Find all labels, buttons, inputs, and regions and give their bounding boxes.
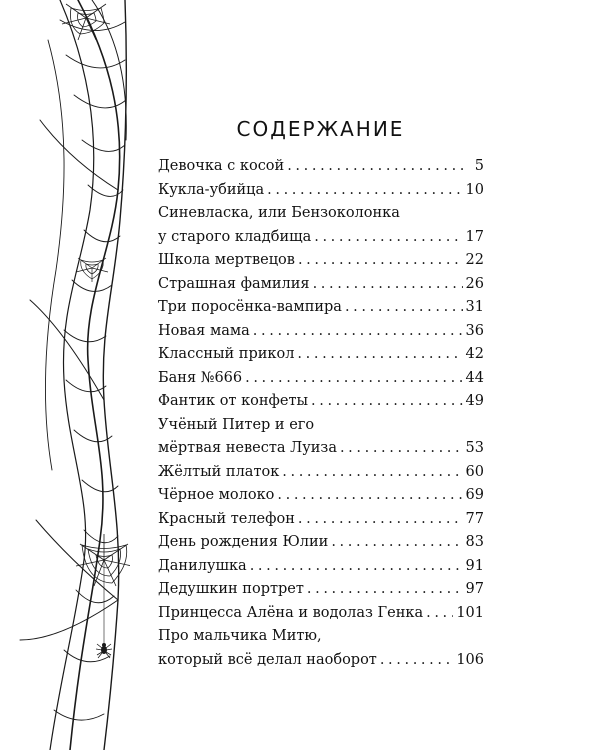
- toc-entry: [158, 343, 484, 367]
- toc-dot-leader: [245, 367, 462, 391]
- toc-entry-title: День рождения Юлии: [158, 534, 329, 550]
- toc-dot-leader: [297, 343, 462, 367]
- toc-entry-title: мёртвая невеста Луиза: [158, 440, 337, 456]
- spider-web-border: [0, 0, 130, 750]
- toc-line: [158, 531, 484, 555]
- toc-page-number: 44: [465, 369, 484, 386]
- toc-entry: [158, 273, 484, 297]
- toc-line: [158, 226, 484, 250]
- toc-entry: [158, 390, 484, 414]
- toc-dot-leader: [277, 484, 462, 508]
- toc-dot-leader: [307, 578, 463, 602]
- toc-line: [158, 484, 484, 508]
- toc-page-number: 5: [474, 158, 484, 174]
- toc-page-number: 69: [465, 487, 484, 503]
- toc-dot-leader: [282, 461, 462, 485]
- toc-dot-leader: [287, 155, 467, 179]
- toc-line: [158, 343, 484, 367]
- toc-line: [158, 555, 484, 579]
- toc-entry-title: Синевласка, или Бензоколонка: [158, 205, 400, 221]
- toc-entry-title: Красный телефон: [158, 510, 295, 527]
- toc-entry-title: Жёлтый платок: [158, 463, 280, 480]
- toc-entry: [158, 531, 484, 555]
- toc-entry-title: Школа мертвецов: [158, 252, 295, 268]
- toc-line-continued: [158, 625, 484, 649]
- toc-entry-title: Страшная фамилия: [158, 275, 310, 292]
- toc-dot-leader: [345, 296, 463, 320]
- toc-line: [158, 179, 484, 203]
- toc-entry-title: Классный прикол: [158, 346, 295, 362]
- toc-entry: [158, 625, 484, 672]
- toc-line-continued: [158, 414, 484, 438]
- toc-dot-leader: [250, 555, 463, 579]
- toc-entry-title: Фантик от конфеты: [158, 393, 309, 409]
- toc-dot-leader: [314, 226, 462, 250]
- toc-page-number: 83: [465, 534, 484, 550]
- spider-web-icon: [62, 4, 110, 40]
- toc-page-number: 36: [465, 322, 484, 339]
- toc-entry: [158, 202, 484, 249]
- toc-page-number: 97: [465, 581, 484, 597]
- toc-entry: [158, 578, 484, 602]
- toc-dot-leader: [298, 249, 463, 273]
- toc-line: [158, 437, 484, 461]
- toc-page-number: 53: [465, 440, 484, 456]
- toc-entry: [158, 555, 484, 579]
- toc-line: [158, 508, 484, 532]
- toc-page-number: 10: [465, 181, 484, 198]
- toc-entry-title: Кукла-убийца: [158, 181, 265, 198]
- toc-line: [158, 155, 484, 179]
- toc-line: [158, 273, 484, 297]
- toc-page-number: 77: [465, 510, 484, 527]
- toc-entry: [158, 414, 484, 461]
- toc-entry-title: Принцесса Алёна и водолаз Генка: [158, 604, 424, 621]
- toc-line: [158, 296, 484, 320]
- toc-entry-title: Три поросёнка-вампира: [158, 299, 342, 315]
- toc-line: [158, 320, 484, 344]
- toc-page-number: 42: [465, 346, 484, 362]
- toc-entry-title: Дедушкин портрет: [158, 581, 304, 597]
- toc-line: [158, 602, 484, 626]
- table-of-contents: [158, 155, 484, 672]
- toc-page-number: 91: [465, 557, 484, 574]
- toc-line: [158, 249, 484, 273]
- page-title: СОДЕРЖАНИЕ: [236, 117, 405, 141]
- toc-entry: [158, 296, 484, 320]
- toc-line: [158, 578, 484, 602]
- toc-dot-leader: [426, 602, 453, 626]
- toc-entry-title: который всё делал наоборот: [158, 651, 377, 668]
- toc-page-number: 26: [465, 275, 484, 292]
- toc-entry: [158, 461, 484, 485]
- spider-web-icon: [76, 258, 108, 282]
- toc-line: [158, 649, 484, 673]
- toc-entry-title: Девочка с косой: [158, 158, 285, 174]
- toc-dot-leader: [340, 437, 463, 461]
- toc-page-number: 22: [465, 252, 484, 268]
- toc-entry: [158, 484, 484, 508]
- toc-page-number: 49: [465, 393, 484, 409]
- toc-line: [158, 367, 484, 391]
- toc-entry: [158, 367, 484, 391]
- toc-dot-leader: [380, 649, 453, 673]
- toc-page-number: 17: [465, 228, 484, 245]
- toc-line-continued: [158, 202, 484, 226]
- toc-entry-title: Учёный Питер и его: [158, 416, 315, 433]
- toc-entry-title: Данилушка: [158, 557, 247, 574]
- toc-dot-leader: [331, 531, 462, 555]
- toc-page-number: 106: [456, 651, 484, 668]
- toc-entry-title: у старого кладбища: [158, 228, 312, 245]
- toc-entry: [158, 508, 484, 532]
- toc-page-number: 60: [465, 463, 484, 480]
- toc-dot-leader: [253, 320, 463, 344]
- toc-dot-leader: [313, 273, 463, 297]
- toc-entry: [158, 179, 484, 203]
- toc-entry-title: Баня №666: [158, 369, 243, 386]
- toc-entry: [158, 155, 484, 179]
- toc-page-number: 31: [465, 299, 484, 315]
- toc-entry-title: Новая мама: [158, 322, 250, 339]
- toc-line: [158, 461, 484, 485]
- toc-entry-title: Чёрное молоко: [158, 487, 275, 503]
- toc-line: [158, 390, 484, 414]
- toc-dot-leader: [311, 390, 463, 414]
- toc-entry: [158, 320, 484, 344]
- toc-entry: [158, 249, 484, 273]
- toc-page-number: 101: [456, 604, 484, 621]
- toc-dot-leader: [298, 508, 463, 532]
- toc-dot-leader: [267, 179, 462, 203]
- toc-entry-title: Про мальчика Митю,: [158, 628, 322, 644]
- toc-entry: [158, 602, 484, 626]
